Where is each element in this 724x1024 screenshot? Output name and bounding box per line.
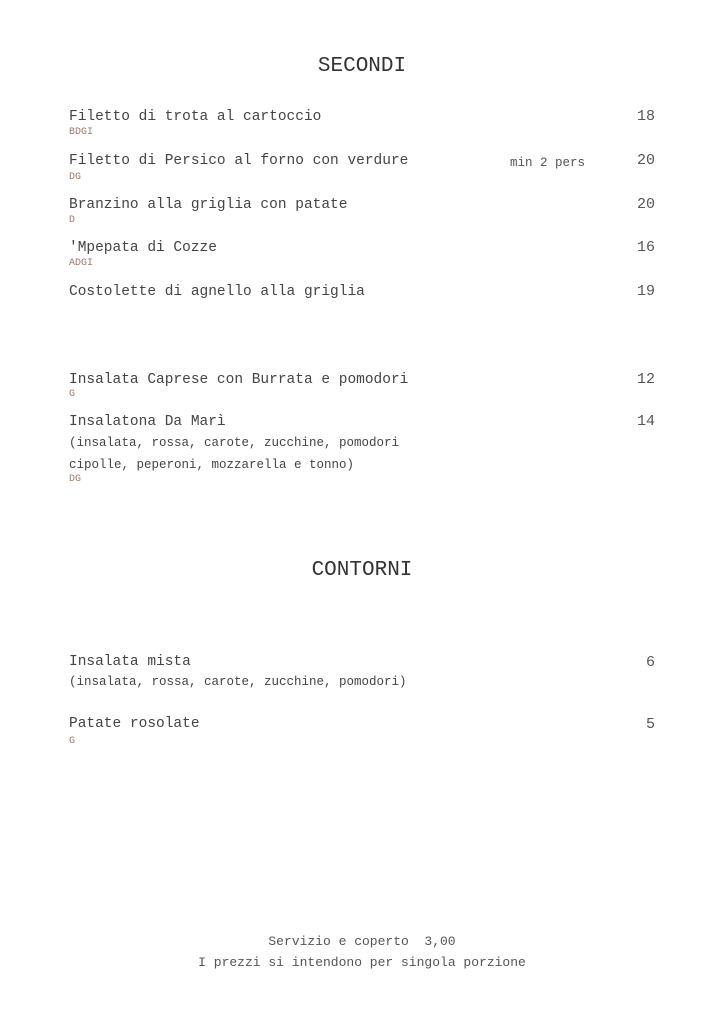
- item-price: 12: [636, 371, 655, 388]
- item-allergens: DG: [69, 172, 82, 183]
- item-description: cipolle, peperoni, mozzarella e tonno): [69, 458, 355, 472]
- item-note: min 2 pers: [510, 156, 586, 170]
- item-description: (insalata, rossa, carote, zucchine, pomodori: [69, 436, 400, 450]
- item-name: Patate rosolate: [69, 716, 200, 732]
- item-name: Insalata mista: [69, 654, 191, 670]
- footer-price-note: I prezzi si intendono per singola porzione: [198, 955, 526, 970]
- item-allergens: BDGI: [69, 127, 94, 138]
- item-name: Branzino alla griglia con patate: [69, 197, 348, 213]
- section-title-contorni: CONTORNI: [311, 559, 413, 582]
- item-name: Insalatona Da Marì: [69, 414, 226, 430]
- item-allergens: DG: [69, 474, 82, 485]
- item-price: 20: [636, 152, 655, 169]
- footer-cover-charge: Servizio e coperto 3,00: [268, 934, 456, 949]
- item-price: 6: [645, 654, 655, 671]
- item-price: 19: [636, 283, 655, 300]
- item-price: 14: [636, 413, 655, 430]
- item-allergens: ADGI: [69, 258, 94, 269]
- item-description: (insalata, rossa, carote, zucchine, pomodori): [69, 675, 407, 689]
- item-price: 18: [636, 108, 655, 125]
- item-price: 20: [636, 196, 655, 213]
- item-name: 'Mpepata di Cozze: [69, 240, 217, 256]
- item-price: 5: [645, 716, 655, 733]
- item-allergens: G: [69, 389, 76, 400]
- item-name: Costolette di agnello alla griglia: [69, 284, 365, 300]
- section-title-secondi: SECONDI: [317, 55, 407, 78]
- item-allergens: G: [69, 736, 76, 747]
- item-price: 16: [636, 239, 655, 256]
- item-name: Filetto di Persico al forno con verdure: [69, 153, 409, 169]
- item-allergens: D: [69, 215, 76, 226]
- item-name: Insalata Caprese con Burrata e pomodori: [69, 372, 409, 388]
- item-name: Filetto di trota al cartoccio: [69, 109, 322, 125]
